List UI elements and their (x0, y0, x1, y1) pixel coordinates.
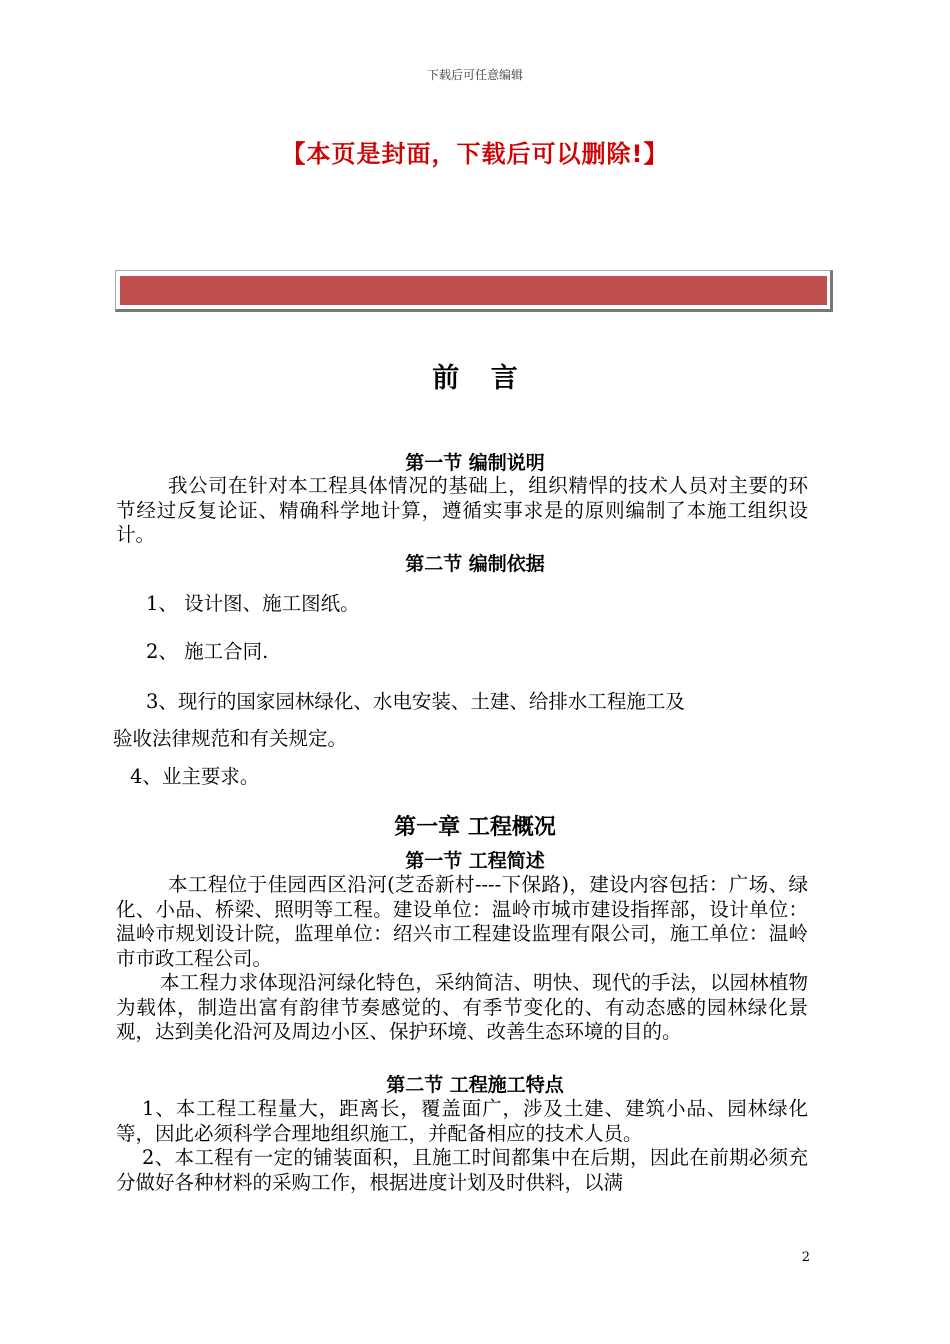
basis-item-1: 1、 设计图、施工图纸。 (146, 592, 360, 615)
basis-item-4: 4、业主要求。 (130, 765, 260, 788)
section-heading-project-overview: 第一节 工程简述 (405, 850, 545, 872)
overview-paragraph-2: 本工程力求体现沿河绿化特色，采纳简洁、明快、现代的手法，以园林植物为载体，制造出富有韵律节奏感觉的、有季节变化的、有动态感的园林绿化景观，达到美化沿河及周边小区、保护环境、改善生态环境的目的。 (116, 971, 808, 1043)
page-number: 2 (801, 1250, 810, 1265)
cover-notice: 【本页是封面，下载后可以删除!】 (281, 140, 669, 168)
basis-item-3: 3、现行的国家园林绿化、水电安装、土建、给排水工程施工及 (146, 690, 685, 713)
section-heading-construction-features: 第二节 工程施工特点 (386, 1074, 564, 1096)
overview-paragraph-1: 本工程位于佳园西区沿河(芝岙新村----下保路)，建设内容包括：广场、绿化、小品、桥梁、照明等工程。建设单位：温岭市城市建设指挥部，设计单位：温岭市规划设计院，监理单位：绍兴市工程建设监理有限公司，施工单位：温岭市市政工程公司。 (116, 873, 808, 970)
basis-item-2: 2、 施工合同. (146, 640, 269, 663)
decorative-banner (115, 270, 833, 312)
preface-title: 前 言 (432, 363, 518, 394)
section-heading-compilation-basis: 第二节 编制依据 (405, 553, 545, 575)
features-paragraph-2: 2、本工程有一定的铺装面积，且施工时间都集中在后期，因此在前期必须充分做好各种材料的采购工作，根据进度计划及时供料，以满 (116, 1146, 808, 1194)
features-paragraph-1: 1、本工程工程量大，距离长，覆盖面广，涉及土建、建筑小品、园林绿化等，因此必须科学合理地组织施工，并配备相应的技术人员。 (116, 1097, 808, 1145)
banner-fill (120, 276, 827, 305)
compilation-notes-text: 我公司在针对本工程具体情况的基础上，组织精悍的技术人员对主要的环节经过反复论证、精确科学地计算，遵循实事求是的原则编制了本施工组织设计。 (116, 474, 808, 546)
section-heading-compilation-notes: 第一节 编制说明 (405, 452, 545, 474)
basis-item-3-cont: 验收法律规范和有关规定。 (113, 727, 348, 750)
page-header: 下载后可任意编辑 (426, 68, 523, 82)
chapter-title: 第一章 工程概况 (394, 815, 556, 840)
